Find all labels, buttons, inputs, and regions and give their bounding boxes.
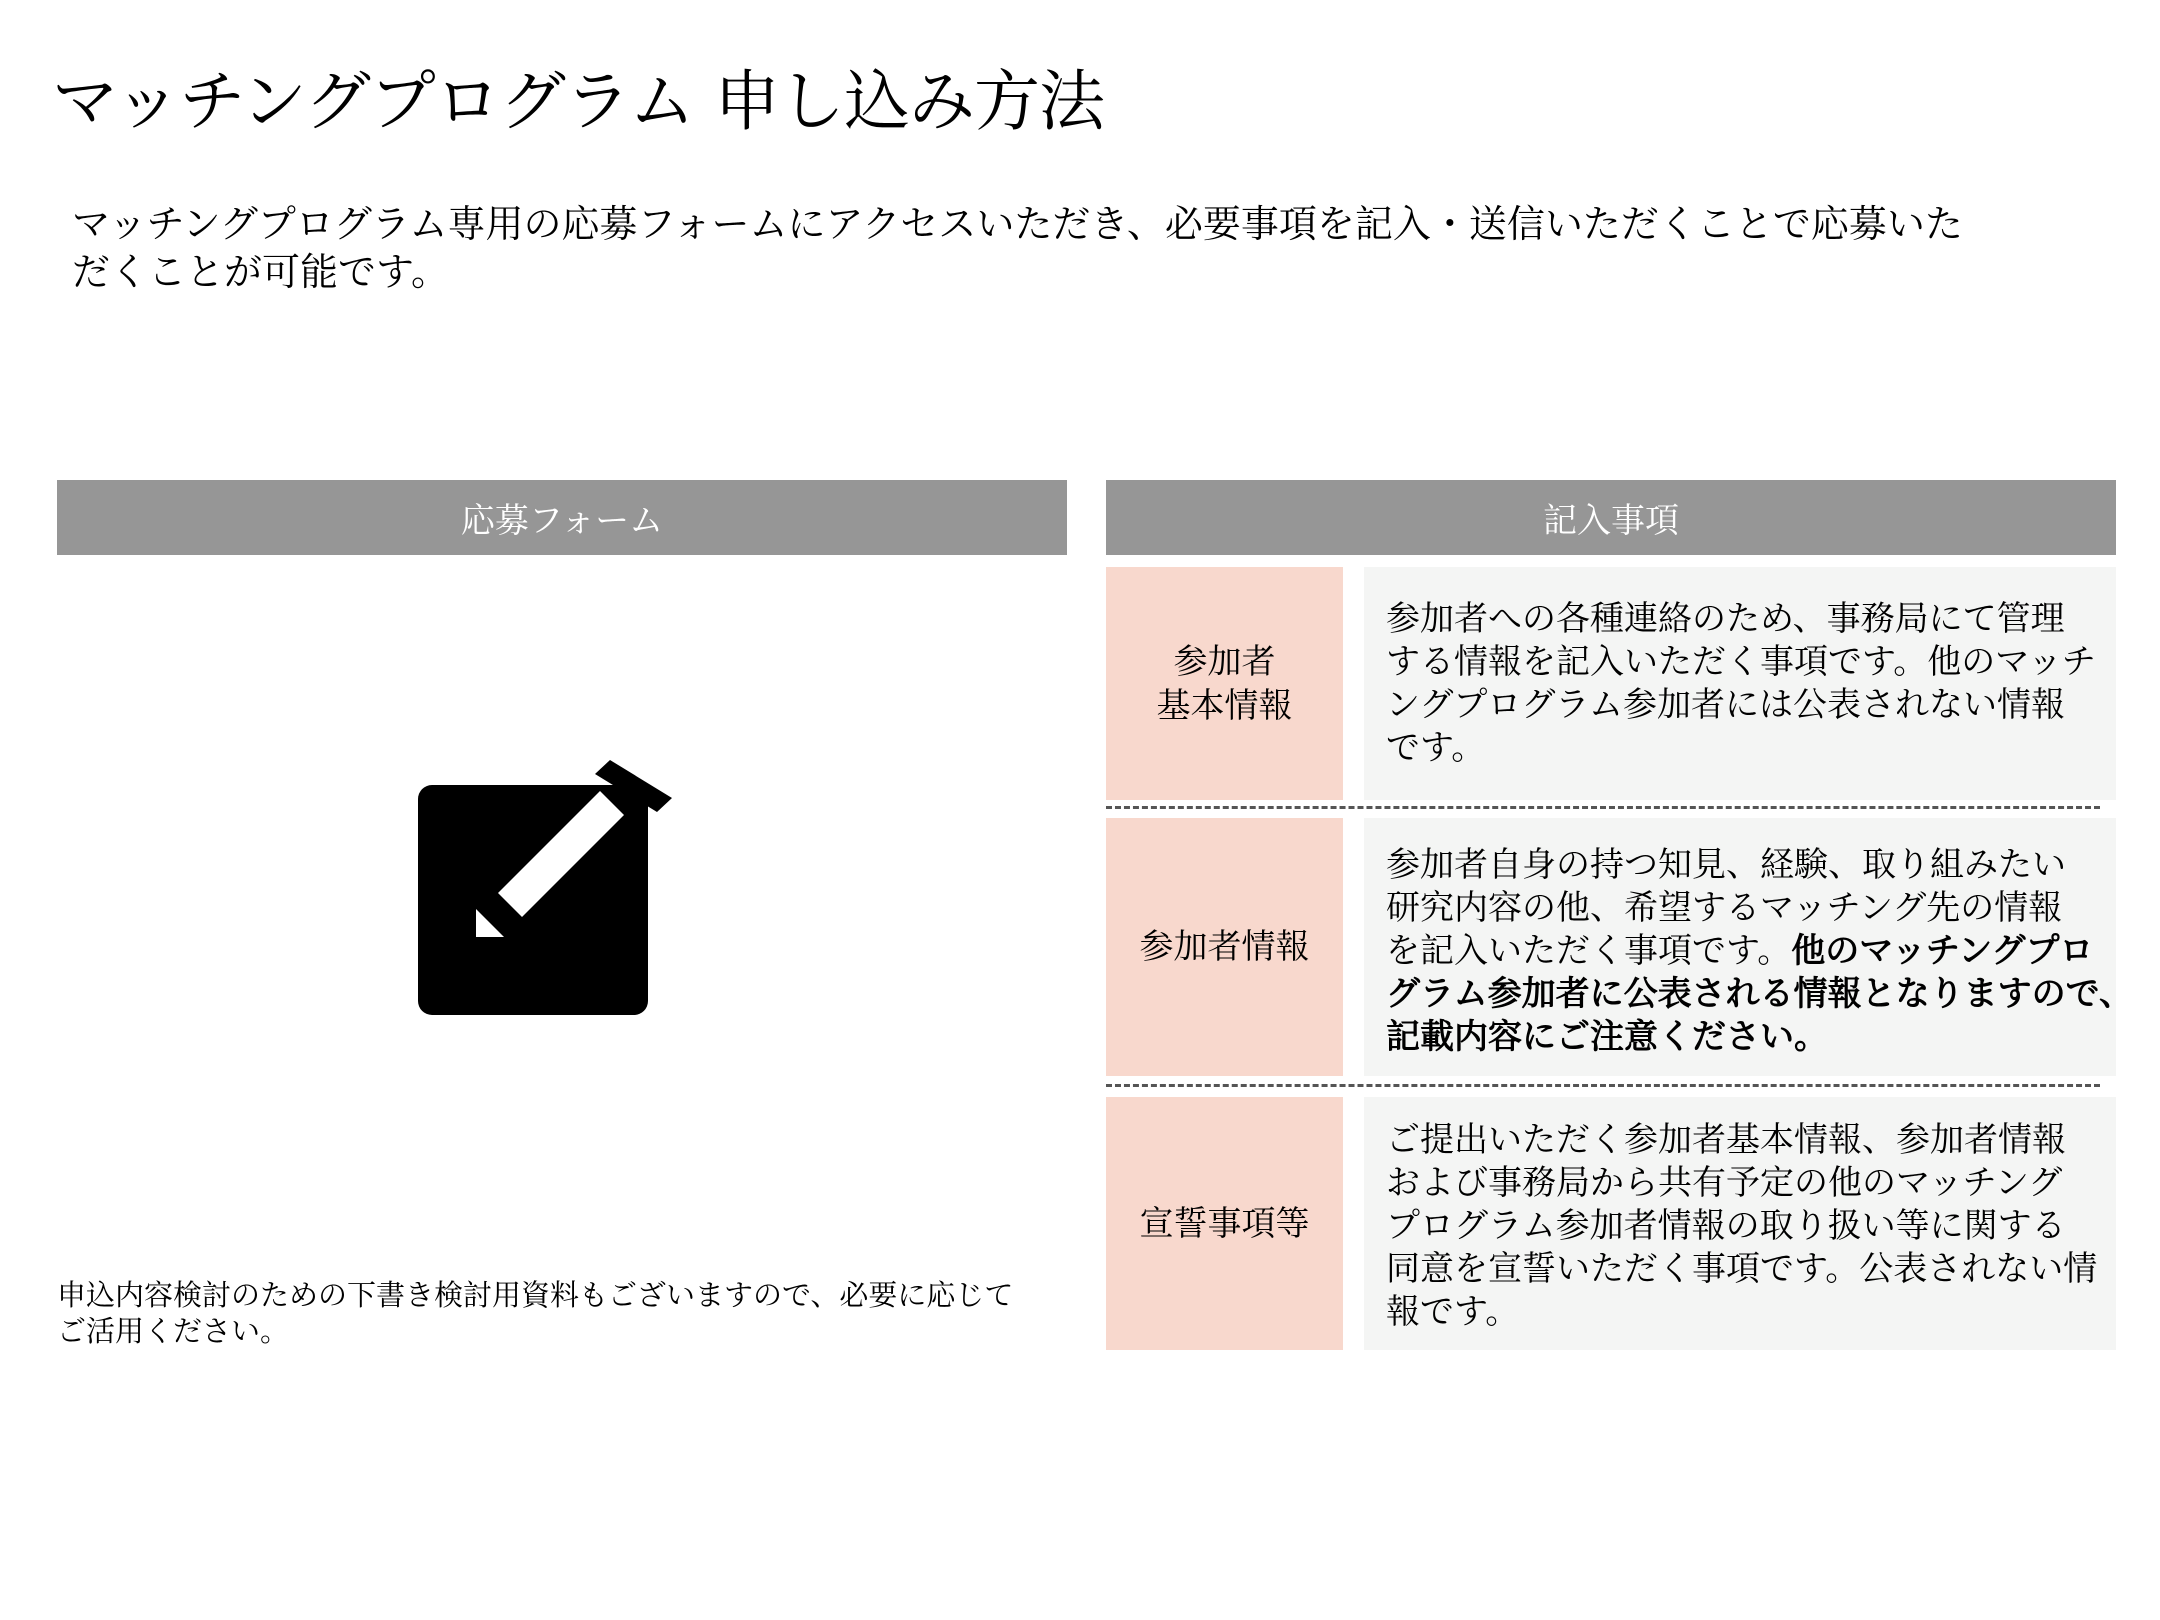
page-title: マッチングプログラム 申し込み方法 xyxy=(52,63,1105,140)
row-desc-participant-info xyxy=(1364,818,2133,1076)
intro-text xyxy=(72,200,2102,296)
row-divider xyxy=(1106,806,2100,809)
note-line-1: 申込内容検討のための下書き検討用資料もございますので、必要に応じて xyxy=(57,1278,1014,1312)
row-label-participant-info-text: 参加者情報 xyxy=(1139,927,1310,967)
desc-line xyxy=(1386,930,2116,973)
desc-line: ご提出いただく参加者基本情報、参加者情報 xyxy=(1386,1120,2066,1160)
desc-line: 参加者への各種連絡のため、事務局にて管理 xyxy=(1386,599,2065,639)
desc-line: ングプログラム参加者には公表されない情報 xyxy=(1386,685,2065,725)
desc-line-normal: を記入いただく事項です。 xyxy=(1386,931,1792,971)
note-line-2: ご活用ください。 xyxy=(57,1314,290,1348)
desc-line: および事務局から共有予定の他のマッチング xyxy=(1386,1163,2063,1203)
row-label-basic-info-line-2: 基本情報 xyxy=(1156,685,1293,726)
row-label-pledge xyxy=(1106,1097,1343,1350)
row-label-basic-info-line-1: 参加者 xyxy=(1173,641,1276,682)
row-divider xyxy=(1106,1084,2100,1087)
row-label-pledge-text: 宣誓事項等 xyxy=(1139,1203,1310,1244)
row-desc-pledge xyxy=(1364,1097,2116,1350)
row-label-participant-info xyxy=(1106,818,1343,1076)
intro-line-2: だくことが可能です。 xyxy=(72,250,449,294)
desc-line-bold: 他のマッチングプロ xyxy=(1791,931,2094,971)
desc-bold-line: グラム参加者に公表される情報となりますので、 xyxy=(1386,974,2133,1014)
row-label-basic-info xyxy=(1106,567,1343,800)
desc-line: 同意を宣誓いただく事項です。公表されない情 xyxy=(1386,1249,2098,1289)
row-desc-basic-info xyxy=(1364,567,2116,800)
application-form-header: 応募フォーム xyxy=(57,480,1067,555)
edit-icon xyxy=(418,760,674,1016)
desc-line: 報です。 xyxy=(1386,1292,1520,1332)
desc-line: です。 xyxy=(1386,728,1486,768)
desc-line: 研究内容の他、希望するマッチング先の情報 xyxy=(1386,888,2063,928)
draft-material-note xyxy=(57,1277,1067,1349)
desc-line: プログラム参加者情報の取り扱い等に関する xyxy=(1386,1206,2066,1246)
desc-line: 参加者自身の持つ知見、経験、取り組みたい xyxy=(1386,845,2066,885)
desc-bold-line: 記載内容にご注意ください。 xyxy=(1386,1017,1828,1057)
entry-items-header: 記入事項 xyxy=(1106,480,2116,555)
intro-line-1: マッチングプログラム専用の応募フォームにアクセスいただき、必要事項を記入・送信いただくことで応募いた xyxy=(72,202,1963,246)
desc-line: する情報を記入いただく事項です。他のマッチ xyxy=(1386,642,2096,682)
